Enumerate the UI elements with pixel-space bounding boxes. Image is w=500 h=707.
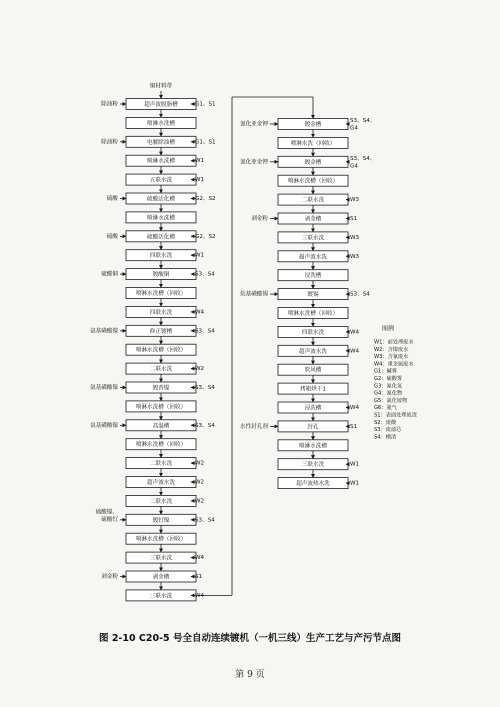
- right-output-label: W1: [350, 461, 360, 468]
- right-step-label: 超声波水洗: [299, 348, 327, 355]
- right-step-label: 镀金槽: [304, 159, 322, 166]
- left-output-label: G2、S2: [195, 233, 216, 240]
- legend-item: G6：氨气: [374, 405, 397, 412]
- legend-item: W2：含镍废水: [374, 346, 409, 353]
- left-output-label: G1、S1: [195, 139, 216, 146]
- legend-item: S1：表面处理废渣: [374, 412, 417, 419]
- left-step-label: 喷淋水洗槽: [147, 215, 175, 222]
- legend: [374, 325, 418, 441]
- left-step-label: 四联水洗: [149, 253, 173, 260]
- left-step-label: 剥金槽: [152, 574, 170, 581]
- right-output-label: S3、S4、: [350, 155, 376, 162]
- left-step-label: 三联水洗: [149, 593, 173, 600]
- left-output-label: S3、S4: [195, 517, 215, 524]
- left-step-label: 修正镀槽: [149, 328, 173, 335]
- left-step-label: 硫酸活化槽: [147, 234, 175, 241]
- left-output-label: W2: [195, 460, 205, 467]
- left-input-label: 氨基磺酸镍: [90, 385, 118, 391]
- start-material-label: 铜材料带: [149, 83, 173, 90]
- left-step-label: 四联水洗: [149, 309, 173, 316]
- left-output-label: W2: [195, 366, 205, 373]
- legend-item: G4：氰化物: [374, 390, 403, 397]
- right-step-label: 超声波水洗: [299, 254, 327, 261]
- left-step-label: 三联水洗: [149, 555, 173, 562]
- right-step-label: 超声波热水洗: [296, 481, 330, 488]
- left-output-label: S3、S4: [195, 385, 215, 391]
- left-step-label: 喷淋水洗槽（回收）: [135, 442, 187, 449]
- left-step-label: 二联水洗: [149, 461, 173, 468]
- left-input-label: 除油粉: [101, 139, 118, 146]
- right-output-label: W3: [350, 197, 360, 204]
- right-step-label: 镀金槽: [304, 122, 322, 128]
- left-output-label: S1: [195, 574, 203, 580]
- left-step-label: 五联水洗: [149, 177, 173, 184]
- left-output-label: W4: [195, 309, 205, 316]
- right-step-label: 烤箱烘干1: [300, 386, 326, 393]
- legend-item: G5：氯化铵物: [374, 397, 408, 404]
- page-number: 第 9 页: [235, 670, 265, 680]
- right-step-label: 镀锡: [307, 292, 319, 299]
- left-step-label: 二联水洗: [149, 366, 173, 373]
- right-output-label: S1: [350, 216, 358, 222]
- right-step-label: 浸洗槽: [304, 405, 322, 412]
- right-output-label: G4: [350, 163, 358, 170]
- right-input-label: 氰化亚金钾: [240, 159, 268, 166]
- left-input-label: 氨基磺酸镍: [90, 328, 118, 335]
- right-output-label: W4: [350, 348, 360, 355]
- left-step-label: 电解除油槽: [147, 139, 175, 146]
- left-step-label: 超声波脱脂槽: [144, 102, 178, 108]
- left-output-label: G1、S1: [195, 101, 216, 108]
- left-output-label: S3、S4: [195, 422, 215, 429]
- left-step-label: 喷淋水洗槽（回收）: [135, 536, 187, 543]
- left-input-label: 硫酸镍、: [95, 509, 118, 516]
- right-output-label: W3: [350, 253, 360, 260]
- left-output-label: W1: [195, 158, 205, 165]
- left-step-label: 高温槽: [152, 423, 170, 430]
- legend-item: G2：硫酸雾: [374, 376, 403, 382]
- legend-item: S3：废滤芯: [374, 427, 402, 434]
- right-input-label: 氰化亚金钾: [240, 121, 268, 128]
- legend-item: G1：碱雾: [374, 368, 397, 375]
- left-step-label: 二联水洗: [149, 498, 173, 505]
- legend-item: G3：氰化氢: [374, 383, 403, 390]
- legend-item: S4：槽渣: [374, 434, 397, 441]
- right-step-label: 三联水洗: [301, 235, 325, 242]
- figure-caption: 图 2-10 C20-5 号全自动连续镀机（一机三线）生产工艺与产污节点图: [99, 633, 401, 644]
- left-input-label: 剥金粉: [101, 574, 118, 580]
- right-step-label: 三联水洗: [301, 462, 325, 469]
- right-step-label: 浸洗槽: [304, 273, 322, 280]
- left-output-label: W4: [195, 592, 205, 599]
- left-input-label: 硫酸钌: [101, 516, 118, 523]
- legend-item: W4：重金属废水: [374, 361, 414, 368]
- right-output-label: S3、S4: [350, 291, 370, 298]
- left-output-label: W1: [195, 177, 205, 184]
- left-step-label: 镀酸铜: [152, 272, 170, 279]
- right-output-label: S1: [350, 423, 358, 430]
- right-output-label: W1: [350, 480, 360, 487]
- left-step-label: 喷淋水洗槽: [147, 120, 175, 127]
- right-output-label: G4: [350, 125, 358, 132]
- left-step-label: 超声波水洗: [147, 480, 175, 486]
- left-output-label: S3、S4: [195, 271, 215, 278]
- left-step-label: 镀普镍: [152, 385, 170, 392]
- right-input-label: 剥金粉: [251, 216, 268, 222]
- right-output-label: W3: [350, 234, 360, 241]
- legend-item: W3：含氰废水: [374, 354, 409, 361]
- left-step-label: 镀钌镍: [152, 517, 170, 524]
- left-input-label: 氨基磺酸镍: [90, 422, 118, 429]
- legend-item: S2：废酸: [374, 419, 397, 426]
- left-output-label: G2、S2: [195, 196, 216, 202]
- left-output-label: W2: [195, 498, 205, 505]
- right-output-label: W4: [350, 329, 360, 336]
- right-step-label: 喷淋水洗槽: [299, 443, 327, 450]
- left-output-label: W4: [195, 555, 205, 562]
- left-step-label: 硫酸活化槽: [147, 196, 175, 203]
- right-input-label: 水性封孔剂: [240, 423, 268, 430]
- right-step-label: 喷淋水洗槽（回收）: [287, 311, 339, 317]
- left-step-label: 喷淋水洗槽（回收）: [135, 404, 187, 411]
- left-step-label: 喷淋水洗槽（回收）: [135, 291, 187, 297]
- right-step-label: 剥金槽: [304, 216, 322, 223]
- left-input-label: 硫酸: [106, 233, 118, 240]
- right-step-label: 封孔: [307, 424, 319, 431]
- right-output-label: S3、S4、: [350, 118, 376, 124]
- legend-item: W1：前处理废水: [374, 339, 414, 346]
- left-input-label: 硫酸: [106, 196, 118, 202]
- right-input-label: 烷基磺酸锡: [240, 291, 268, 298]
- left-input-label: 除油粉: [101, 101, 118, 108]
- left-output-label: W1: [195, 252, 205, 259]
- flow-layer: [90, 82, 375, 601]
- left-step-label: 喷淋水洗槽（回收）: [135, 347, 187, 354]
- right-step-label: 喷淋水洗槽（回收）: [287, 178, 339, 185]
- right-output-label: W4: [350, 405, 360, 411]
- left-step-label: 喷淋水洗槽: [147, 158, 175, 165]
- right-step-label: 吹风槽: [304, 367, 322, 374]
- legend-title: 图例: [381, 325, 395, 333]
- right-step-label: 喷淋水洗（回收）: [290, 140, 336, 147]
- right-step-label: 四联水洗: [301, 329, 325, 336]
- left-output-label: W2: [195, 479, 205, 486]
- left-output-label: S3、S4: [195, 328, 215, 335]
- right-step-label: 二联水洗: [301, 197, 325, 204]
- left-input-label: 硫酸铜: [101, 271, 118, 278]
